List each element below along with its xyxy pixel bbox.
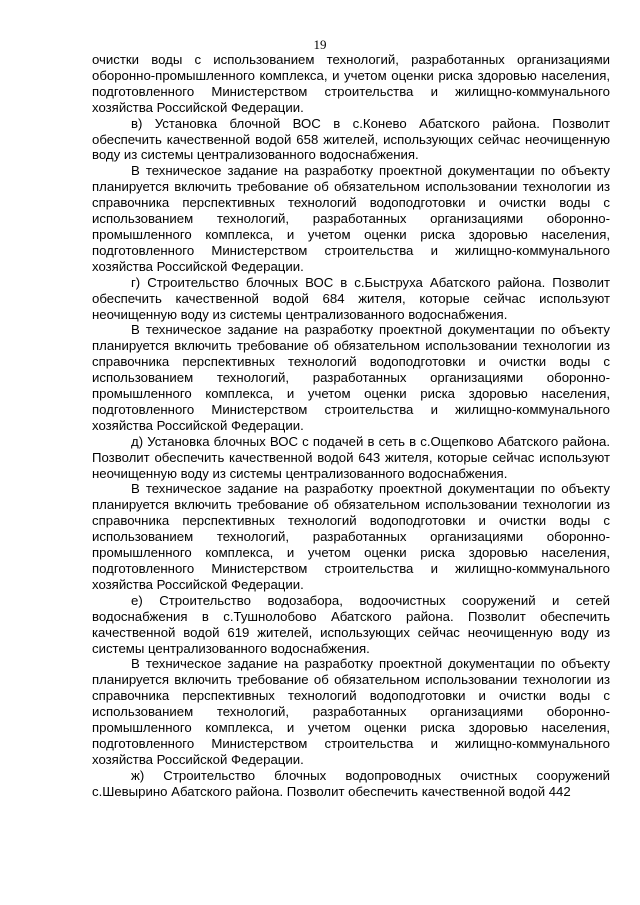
paragraph-item-d: д) Установка блочных ВОС с подачей в сеть в с.Ощепково Абатского района. Позволит обеспечить качественной водой 643 жителя, которые сейчас используют неочищенную воду из системы централизованного водоснабжения. — [92, 433, 610, 481]
paragraph-tech-spec: В техническое задание на разработку проектной документации по объекту планируется включить требование об обязательном использовании технологии из справочника перспективных технологий водоподготовки и очистки воды с использованием технологий, разработанных организациями оборонно-промышленного комплекса, и учетом оценки риска здоровью населения, подготовленного Министерством строительства и жилищно-коммунального хозяйства Российской Федерации. — [92, 656, 610, 767]
paragraph-item-g: г) Строительство блочных ВОС в с.Быструха Абатского района. Позволит обеспечить качественной водой 684 жителя, которые сейчас используют неочищенную воду из системы централизованного водоснабжения. — [92, 274, 610, 322]
paragraph-tech-spec: В техническое задание на разработку проектной документации по объекту планируется включить требование об обязательном использовании технологии из справочника перспективных технологий водоподготовки и очистки воды с использованием технологий, разработанных организациями оборонно-промышленного комплекса, и учетом оценки риска здоровью населения, подготовленного Министерством строительства и жилищно-коммунального хозяйства Российской Федерации. — [92, 163, 610, 274]
paragraph-continuation: очистки воды с использованием технологий, разработанных организациями оборонно-промышленного комплекса, и учетом оценки риска здоровью населения, подготовленного Министерством строительства и жилищно-коммунального хозяйства Российской Федерации. — [92, 52, 610, 115]
paragraph-tech-spec: В техническое задание на разработку проектной документации по объекту планируется включить требование об обязательном использовании технологии из справочника перспективных технологий водоподготовки и очистки воды с использованием технологий, разработанных организациями оборонно-промышленного комплекса, и учетом оценки риска здоровью населения, подготовленного Министерством строительства и жилищно-коммунального хозяйства Российской Федерации. — [92, 481, 610, 592]
paragraph-item-e: е) Строительство водозабора, водоочистных сооружений и сетей водоснабжения в с.Тушнолобово Абатского района. Позволит обеспечить качественной водой 619 жителей, использующих сейчас неочищенную воду из системы централизованного водоснабжения. — [92, 592, 610, 656]
paragraph-item-zh: ж) Строительство блочных водопроводных очистных сооружений с.Шевырино Абатского района. Позволит обеспечить качественной водой 442 — [92, 767, 610, 799]
page-number: 19 — [313, 37, 327, 52]
document-body — [92, 52, 610, 800]
paragraph-item-v: в) Установка блочной ВОС в с.Конево Абатского района. Позволит обеспечить качественной водой 658 жителей, использующих сейчас неочищенную воду из системы централизованного водоснабжения. — [92, 115, 610, 163]
paragraph-tech-spec: В техническое задание на разработку проектной документации по объекту планируется включить требование об обязательном использовании технологии из справочника перспективных технологий водоподготовки и очистки воды с использованием технологий, разработанных организациями оборонно-промышленного комплекса, и учетом оценки риска здоровью населения, подготовленного Министерством строительства и жилищно-коммунального хозяйства Российской Федерации. — [92, 322, 610, 433]
